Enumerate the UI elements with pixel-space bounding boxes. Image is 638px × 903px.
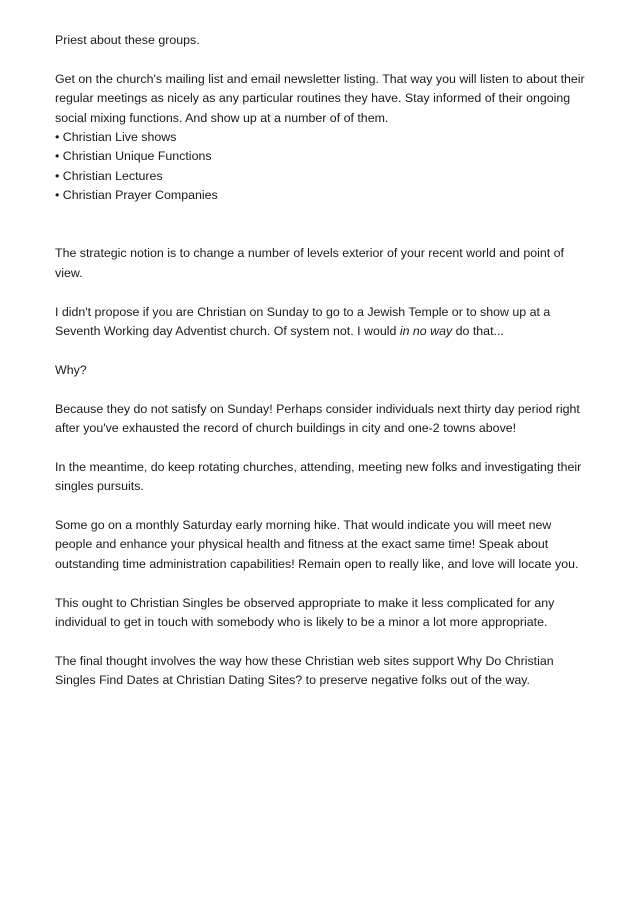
paragraph-proposal-end: do that... xyxy=(452,324,504,339)
paragraph-final-thought: The final thought involves the way how these Christian web sites support Why Do Christian Singles Find Dates at Christian Dating Sites? to preserve negative folks out of the way. xyxy=(55,653,554,688)
paragraph-proposal-italic: in no way xyxy=(399,324,453,339)
paragraph-why: Why? xyxy=(55,362,87,377)
bullet-item: • Christian Lectures xyxy=(55,168,163,183)
paragraph-strategic-notion: The strategic notion is to change a number of levels exterior of your recent world and point of view. xyxy=(55,246,564,280)
bullet-list xyxy=(55,128,590,206)
paragraph-christian-singles: This ought to Christian Singles be observed appropriate to make it less complicated for any individual to get in touch with somebody who is likely to be a minor a lot more appropriate. xyxy=(55,595,555,630)
bullet-item: • Christian Unique Functions xyxy=(55,149,212,164)
paragraph-because: Because they do not satisfy on Sunday! Perhaps consider individuals next thirty day period right after you've exhausted the record of church buildings in city and one-2 towns above! xyxy=(55,401,580,436)
bullet-item: • Christian Prayer Companies xyxy=(55,188,218,203)
spacer xyxy=(55,225,590,244)
paragraph-proposal-text: I didn't propose if you are Christian on Sunday to go to a Jewish Temple or to show up at a Seventh Working day Adventist church. Of system not. I would xyxy=(55,304,551,339)
paragraph-meantime: In the meantime, do keep rotating churches, attending, meeting new folks and investigating their singles pursuits. xyxy=(55,459,582,494)
document-body xyxy=(55,31,590,710)
bullet-item: • Christian Live shows xyxy=(55,130,177,145)
paragraph-hike: Some go on a monthly Saturday early morning hike. That would indicate you will meet new people and enhance your physical health and fitness at the exact same time! Speak about outstanding time administration capabilities! Remain open to really like, and love will locate you. xyxy=(55,518,579,571)
paragraph-proposal xyxy=(55,303,590,342)
spacer xyxy=(55,206,590,225)
paragraph-mailing-list: Get on the church's mailing list and email newsletter listing. That way you will listen to about their regular meetings as nicely as any particular routines they have. Stay informed of their ongoing social mixing functions. And show up at a number of of them. xyxy=(55,71,585,125)
paragraph-intro: Priest about these groups. xyxy=(55,33,200,47)
